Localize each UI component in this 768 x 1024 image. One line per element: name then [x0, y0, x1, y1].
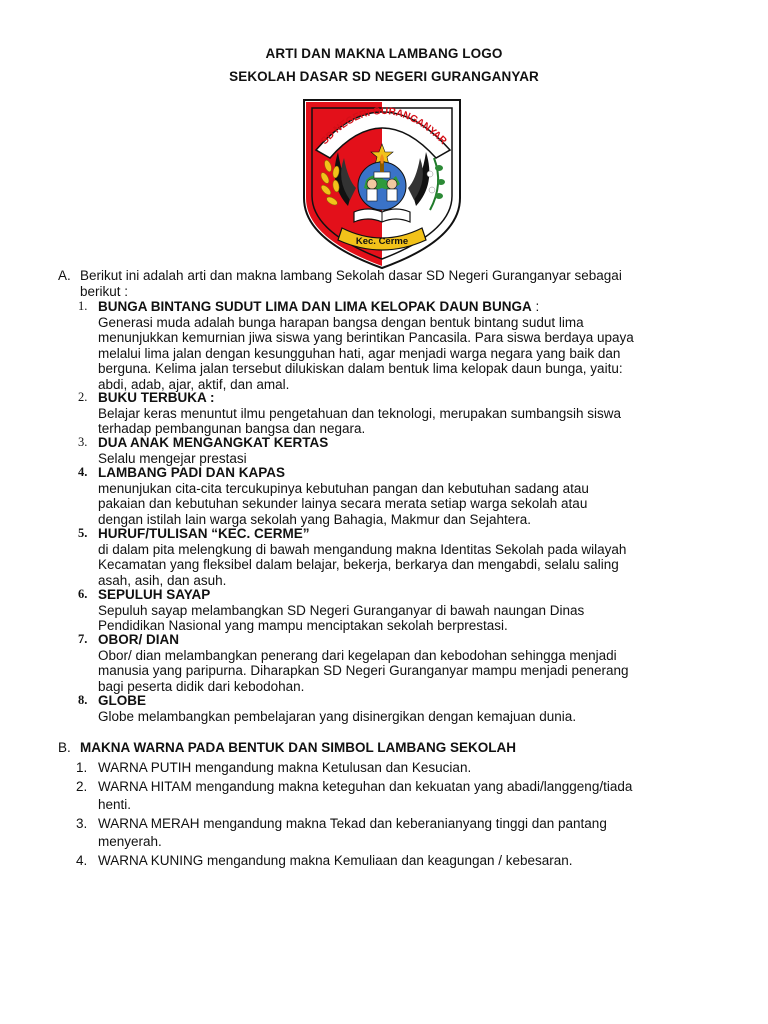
item-text-line: Globe melambangkan pembelajaran yang disinergikan dengan kemajuan dunia. [98, 708, 577, 724]
item-text-line: henti. [98, 796, 132, 812]
section-a-intro-line1: Berikut ini adalah arti dan makna lambang Sekolah dasar SD Negeri Guranganyar sebagai [80, 268, 622, 283]
item-heading: DUA ANAK MENGANGKAT KERTAS [98, 435, 329, 450]
list-item [76, 815, 736, 851]
page-title: ARTI DAN MAKNA LAMBANG LOGO [265, 46, 503, 61]
page-subtitle: SEKOLAH DASAR SD NEGERI GURANGANYAR [229, 69, 539, 84]
item-text-line: Belajar keras menuntut ilmu pengetahuan dan teknologi, merupakan sumbangsih siswa [98, 405, 622, 421]
list-item [76, 759, 736, 777]
color-meaning-list [76, 759, 736, 870]
item-number: 4. [78, 465, 88, 479]
item-text-line: Generasi muda adalah bunga harapan bangsa dengan bentuk bintang sudut lima [98, 314, 584, 330]
item-text-line: WARNA KUNING mengandung makna Kemuliaan dan keagungan / kebesaran. [98, 853, 573, 868]
item-text-line: WARNA PUTIH mengandung makna Ketulusan dan Kesucian. [98, 760, 472, 775]
item-number: 3. [78, 435, 88, 449]
item-heading: LAMBANG PADI DAN KAPAS [98, 465, 285, 480]
list-item [78, 435, 718, 466]
item-text-line: Selalu mengejar prestasi [98, 450, 247, 466]
item-heading: BUKU TERBUKA : [98, 390, 215, 405]
section-b-heading: MAKNA WARNA PADA BENTUK DAN SIMBOL LAMBANG SEKOLAH [80, 740, 516, 755]
section-a-letter: A. [58, 268, 71, 283]
item-number: 3. [76, 816, 88, 831]
item-number: 7. [78, 632, 88, 646]
item-heading: GLOBE [98, 693, 147, 708]
list-item [78, 299, 718, 393]
item-number: 2. [76, 779, 88, 794]
item-text-line: WARNA HITAM mengandung makna keteguhan dan kekuatan yang abadi/langgeng/tiada [98, 779, 633, 794]
item-text-line: manusia yang paripurna. Diharapkan SD Negeri Guranganyar mampu menjadi penerang [98, 663, 629, 679]
item-text-line: pakaian dan kebutuhan sekunder lainya secara merata setiap warga sekolah atau [98, 496, 588, 512]
item-number: 4. [76, 853, 88, 868]
item-text-line: Obor/ dian melambangkan penerang dari kegelapan dan kebodohan sehingga menjadi [98, 647, 617, 663]
school-emblem-logo [298, 88, 466, 270]
list-item [78, 587, 718, 634]
section-a-intro [58, 268, 718, 299]
item-text-line: asah, asih, dan asuh. [98, 572, 227, 588]
list-item [76, 778, 736, 814]
ribbon-top-text: SD NEGERI GURANGANYAR [319, 105, 449, 147]
list-item [78, 526, 718, 588]
list-item [78, 693, 718, 724]
item-text-line: bagi peserta didik dari kebodohan. [98, 678, 305, 694]
item-text-line: menyerah. [98, 833, 162, 849]
item-text-line: menunjukkan kemurnian jiwa siswa yang berintikan Pancasila. Para siswa berdaya upaya [98, 330, 634, 346]
item-text-line: Kecamatan yang fleksibel dalam belajar, bekerja, berkarya dan mengabdi, selalu saling [98, 557, 619, 573]
item-text-line: melalui lima jalan dengan kesungguhan hati, agar menjadi warga negara yang baik dan [98, 345, 621, 361]
item-text-line: terhadap pembangunan bangsa dan negara. [98, 421, 366, 437]
item-number: 5. [78, 526, 88, 540]
item-heading: OBOR/ DIAN [98, 632, 179, 647]
section-a-intro-line2: berikut : [80, 283, 129, 299]
item-text-line: Sepuluh sayap melambangkan SD Negeri Guranganyar di bawah naungan Dinas [98, 602, 585, 618]
section-b-letter: B. [58, 740, 71, 755]
item-text-line: menunjukan cita-cita tercukupinya kebutuhan pangan dan kebutuhan sadang atau [98, 480, 589, 496]
item-text-line: di dalam pita melengkung di bawah mengandung makna Identitas Sekolah pada wilayah [98, 541, 627, 557]
item-heading: BUNGA BINTANG SUDUT LIMA DAN LIMA KELOPAK DAUN BUNGA [98, 299, 532, 314]
item-text-line: abdi, adab, ajar, aktif, dan amal. [98, 376, 290, 392]
item-heading-suffix: : [531, 299, 540, 314]
item-number: 2. [78, 390, 88, 404]
list-item [78, 632, 718, 694]
torch-icon [380, 154, 384, 172]
list-item [78, 390, 718, 437]
ribbon-bottom-text: Kec. Cerme [355, 236, 409, 247]
item-number: 1. [78, 299, 88, 313]
list-item [78, 465, 718, 527]
section-b [58, 740, 738, 756]
item-text-line: berguna. Kelima jalan tersebut dilukiskan dalam bentuk lima kelopak daun bunga, yaitu: [98, 361, 623, 377]
item-number: 8. [78, 693, 88, 707]
item-heading: HURUF/TULISAN “KEC. CERME” [98, 526, 310, 541]
item-text-line: dengan istilah lain warga sekolah yang Bahagia, Makmur dan Sejahtera. [98, 511, 532, 527]
item-text-line: WARNA MERAH mengandung makna Tekad dan keberanianyang tinggi dan pantang [98, 816, 607, 831]
item-text-line: Pendidikan Nasional yang mampu menciptakan sekolah berprestasi. [98, 618, 508, 634]
item-number: 1. [76, 760, 88, 775]
item-number: 6. [78, 587, 88, 601]
list-item [76, 852, 736, 870]
item-heading: SEPULUH SAYAP [98, 587, 211, 602]
